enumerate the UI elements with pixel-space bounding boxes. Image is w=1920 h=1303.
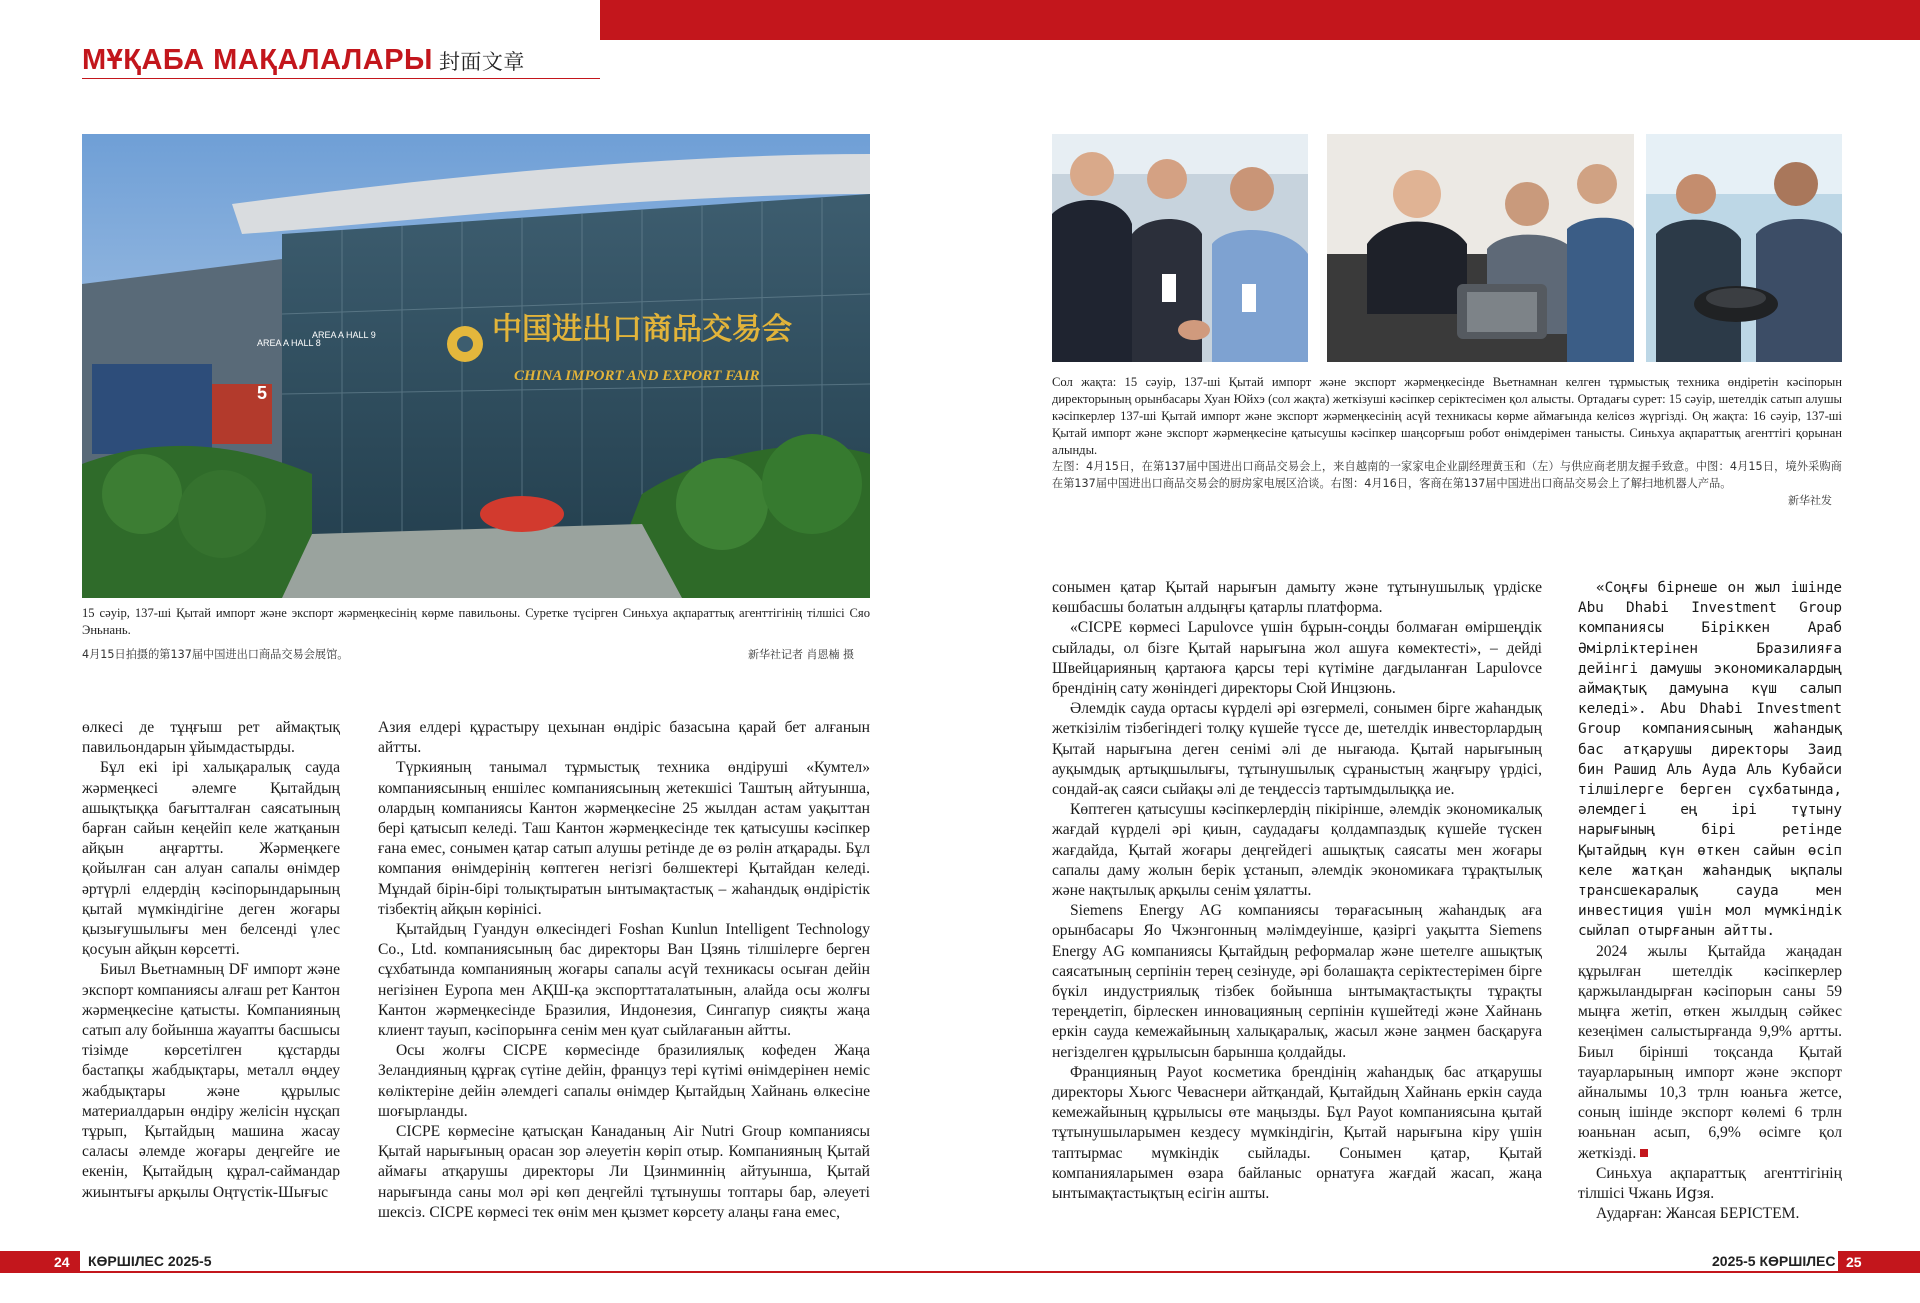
col4-paragraph (1578, 942, 1842, 1164)
col3-paragraph: сонымен қатар Қытай нарығын дамыту және тұтынушылық үрдіске көшбасшы болатын алдыңғы қатарлы платформа. (1052, 579, 1542, 617)
col1-paragraph: Биыл Вьетнамның DF импорт және экспорт компаниясы алғаш рет Кантон жәрмеңкесіне қатысты. Компанияның сатып алу бойынша жауапты басшысы тізімде көрсетілген құстарды бастапқы жабдықтары, металл өңдеу жабдықтары және құрылыс материалдарын өндіру желісін нұсқап тұрып, Қытайдың машина жасау саласы әлемде жоғары деңгейге ие екенін, Қытайдың құрал-саймандар жиынтығы арқылы Оңтүстік-Шығыс (82, 961, 340, 1201)
col4-paragraph: Синьхуа ақпараттық агенттігінің тілшісі Чжань Иցзя. (1578, 1164, 1842, 1203)
hall-sign-a: AREA A HALL 8 (257, 338, 321, 348)
column-2 (378, 718, 870, 1223)
main-photo-credit: 新华社记者 肖恩楠 摄 (748, 648, 854, 661)
right-photos-credit: 新华社发 (1788, 494, 1832, 507)
col2-paragraph: Азия елдері құрастыру цехынан өндіріс базасына қарай бет алғанын айтты. (378, 719, 870, 757)
main-photo-exhibition-hall (82, 134, 870, 598)
col2-paragraph: CICPE көрмесіне қатысқан Канаданың Air Nutri Group компаниясы Қытай нарығының орасан зор әлеуетін көріп отыр. Компанияның Қытай аймағы атқарушы директоры Ли Цзинминнің айтуынша, Қытай нарығында саны мол әрі көп деңгейлі тұтынушы топтары бар, әлеуеті шексіз. CICPE көрмесі тек өнім мен қызмет көрсету алаңы ғана емес, (378, 1123, 870, 1221)
hall-number: 5 (257, 383, 268, 403)
page-number-right: 25 (1846, 1254, 1862, 1270)
end-mark (1640, 1149, 1648, 1157)
col1-paragraph: өлкесі де тұңғыш рет аймақтық павильондарын ұйымдастырды. (82, 719, 340, 757)
main-photo-caption: 15 сәуір, 137-ші Қытай импорт және экспорт жәрмеңкесінің көрме павильоны. Суретке түсірген Синьхуа ақпараттық агенттігінің тілшісі Сяо Эньнань. (82, 606, 870, 637)
col2-paragraph: Түркияның танымал тұрмыстық техника өндіруші «Кумтел» компаниясының еншілес компаниясының жетекшісі Таштың айтуынша, олардың компаниясы Кантон жәрмеңкесіне 25 жылдан астам уақыттан бері қатысып келеді. Таш Кантон жәрмеңкесінде тек қатысушы кәсіпкер ғана емес, сонымен қатар сатып алушы ретінде де өз рөлін атқарады. Бұл компания өнімдерінің көптеген негізгі бөлшектері Қытайдан келеді. Мұндай бірін-бірі толықтыратын ынтымақтастық – жаһандық өндірістік тізбектің айқын көрінісі. (378, 759, 870, 918)
col3-paragraph: Әлемдік сауда ортасы күрделі әрі өзгермелі, сонымен бірге жаһандық жеткізілім тізбегіндегі толқу күшейе түссе де, шетелдік инвесторлардың Қытай нарығына деген сенімі әлі де нығаюда. Қытай нарығының ауқымдық артықшылығы, тұтынушылық сұраныстың жаңғыру үрдісі, сондай-ақ саяси сыйақы әлі де теңдессіз тартымдылыққа ие. (1052, 700, 1542, 799)
footer-left-tab (0, 1251, 80, 1273)
col2-paragraph: Осы жолғы CICPE көрмесінде бразилиялық кофеден Жаңа Зеландияның құрғақ сүтіне дейін, француз тері күтімі өнімдерінен неміс көліктеріне дейін әлемдегі сапалы өнімдер Қытайдың Хайнань өлкесіне шоғырланды. (378, 1042, 870, 1120)
main-photo-caption-cn: 4月15日拍摄的第137届中国进出口商品交易会展馆。 (82, 648, 349, 661)
right-photos-caption: Сол жақта: 15 сәуір, 137-ші Қытай импорт және экспорт жәрмеңкесінде Вьетнамнан келген тұрмыстық техника өндіретін кәсіпорын директорының орынбасары Хуан Юйхэ (сол жақта) жеткізуші кәсіпкер серіктесімен қол алысты. Ортадағы сурет: 15 сәуір, шетелдік сатып алушы кәсіпкерлер 137-ші Қытай импорт және экспорт жәрмеңкесінің асүй техникасы көрме аймағында келісөз жүргізді. Оң жақта: 16 сәуір, 137-ші Қытай импорт және экспорт жәрмеңкесіне қатысушы кәсіпкер шаңсорғыш робот өнімдерімен танысты. Синьхуа ақпараттық агенттігі қорынан алынды. (1052, 375, 1842, 457)
right-photos-caption-cn: 左图：4月15日，在第137届中国进出口商品交易会上，来自越南的一家家电企业副经理黄玉和（左）与供应商老朋友握手致意。中图：4月15日，境外采购商在第137届中国进出口商品交易会的厨房家电展区洽谈。右图：4月16日，客商在第137届中国进出口商品交易会上了解扫地机器人产品。 (1052, 460, 1842, 490)
col3-paragraph: Францияның Payot косметика брендінің жаһандық бас атқарушы директоры Хьюгс Чеваснери айтқандай, Қытайдың Хайнань еркін сауда кемежайының құрылысы өте маңызды. Бұл Payot компаниясына қытай тұтынушыларымен кездесу мүмкіндігін, Қытай нарығына кіру үшін таптырмас мүмкіндік сыйлады. Сонымен қатар, Қытай компанияларымен өзара байланыс орнатуға жағдай жасап, жаңа ынтымақтастықтың есігін ашты. (1052, 1063, 1542, 1203)
col3-paragraph: «CICPE көрмесі Lapulovce үшін бұрын-соңды болмаған өміршеңдік сыйлады, ол бізге Қытай нарығына жол ашуға көмектесті», – дейді Швейцарияның қартаюға қарсы тері күтіміне дағдыланған Lapulovce брендінің сату жөніндегі директоры Сюй Инцзюнь. (1052, 619, 1542, 698)
col4-paragraph: «Соңғы бірнеше он жыл ішінде Abu Dhabi Investment Group компаниясы Біріккен Араб Әмірліктерінен Бразилияға дейінгі дамушы экономикалардың аймақтық дамуына күш салып келеді». Abu Dhabi Investment Group компаниясының жаһандық бас атқарушы директоры Заид бин Рашид Аль Ауда Аль Кубайси тілшілерге берген сұхбатында, әлемдегі ең ірі тұтыну нарығының бірі ретінде Қытайдың күн өткен сайын өсіп келе жатқан жаһандық ықпалы трансшекаралық сауда мен инвестиция үшін мол мүмкіндік сыйлап отырғанын айтты. (1578, 580, 1842, 940)
hall-sign-b: AREA A HALL 9 (312, 330, 376, 340)
footer-left-text: КӨРШІЛЕС 2025-5 (88, 1253, 212, 1269)
header-red-band (600, 0, 1920, 40)
footer-right-text: 2025-5 КӨРШІЛЕС (1712, 1253, 1836, 1269)
section-title (82, 44, 525, 77)
title-underline (82, 78, 600, 79)
column-4 (1578, 578, 1842, 1225)
col4-paragraph-text: 2024 жылы Қытайда жаңадан құрылған шетелдік кәсіпкерлер қаржыландырған кәсіпорын саны 59 мыңға жетіп, өткен жылдың сәйкес кезеңімен салыстырғанда 9,9% артты. Биыл бірінші тоқсанда Қытай тауарларының импорт және экспорт айналымы 10,3 трлн юаньға жетсе, соның ішінде экспорт көлемі 6 трлн юаньнан асып, 6,9% өсімге қол жеткізді. (1578, 942, 1842, 1162)
section-title-kz: МҰҚАБА МАҚАЛАЛАРЫ (82, 44, 433, 76)
footer-right-rule (840, 1271, 1838, 1273)
photo-robot-vacuum (1646, 134, 1842, 362)
column-1 (82, 718, 340, 1203)
fair-sign-en: CHINA IMPORT AND EXPORT FAIR (514, 368, 760, 384)
col3-paragraph: Көптеген қатысушы кәсіпкерлердің пікірінше, әлемдік экономикалық жағдай күрделі әрі қиын, саудадағы қолдампаздық күшейе түскен жағдайда, Қытай жоғары деңгейдегі ашықтық саясаты мен жоғары сапалы даму жолын берік ұстанып, әлемдік экономикаға тұрақтылық және нақтылық арқылы сенім ұялатты. (1052, 801, 1542, 900)
column-3 (1052, 578, 1542, 1204)
col3-paragraph: Siemens Energy AG компаниясы төрағасының жаһандық аға орынбасары Яо Чжэнгонның мәлімдеуінше, қазіргі уақытта Siemens Energy AG компаниясы Қытайдың реформалар және шетелге ашықтық саясатының серпінін терең сезінуде, әрі болашақта серіктестерімен бірге бүкіл индустриялық тізбек бойынша ынтымақтастықты тұрақты тереңдетіп, бірлескен инновацияның серпінін күшейтеді және Хайнань еркін сауда кемежайының халықаралық, жасыл және заңмен басқаруға негізделген құрылысын барынша қолдайды. (1052, 902, 1542, 1061)
col4-paragraph: Аударған: Жансая БЕРІСТЕМ. (1596, 1205, 1800, 1223)
page-number-left: 24 (54, 1254, 70, 1270)
photo-handshake (1052, 134, 1308, 362)
photo-kitchen-appliances (1327, 134, 1634, 362)
col2-paragraph: Қытайдың Гуандун өлкесіндегі Foshan Kunlun Intelligent Technology Co., Ltd. компаниясының бас директоры Ван Цзянь тілшілерге берген сұхбатында компанияның жоғары сапалы асүй техникасы осыған дейін негізінен Еуропа мен АҚШ-қа экспорттаталатынын, алайда осы жолғы Кантон жәрмеңкесінде Бразилия, Индонезия, Сингапур сияқты жаңа клиент тауып, кәсіпорынға сенім мен қуат сыйлағанын айтты. (378, 921, 870, 1040)
col1-paragraph: Бұл екі ірі халықаралық сауда жәрмеңкесі әлемге Қытайдың ашықтыққа бағытталған саясатының барған сайын кеңейіп келе жатқанын айқын аңғартты. Жәрмеңкеге қойылған сан алуан сапалы өнімдер әртүрлі елдердің кәсіпорындарының қытай мүмкіндігіне деген жоғары қызығушылығы мен белсенді үлес қосуын айқын көрсетті. (82, 759, 340, 959)
section-title-cn: 封面文章 (438, 51, 525, 74)
fair-sign-cn: 中国进出口商品交易会 (492, 312, 792, 347)
footer-right-tab (1838, 1251, 1920, 1273)
